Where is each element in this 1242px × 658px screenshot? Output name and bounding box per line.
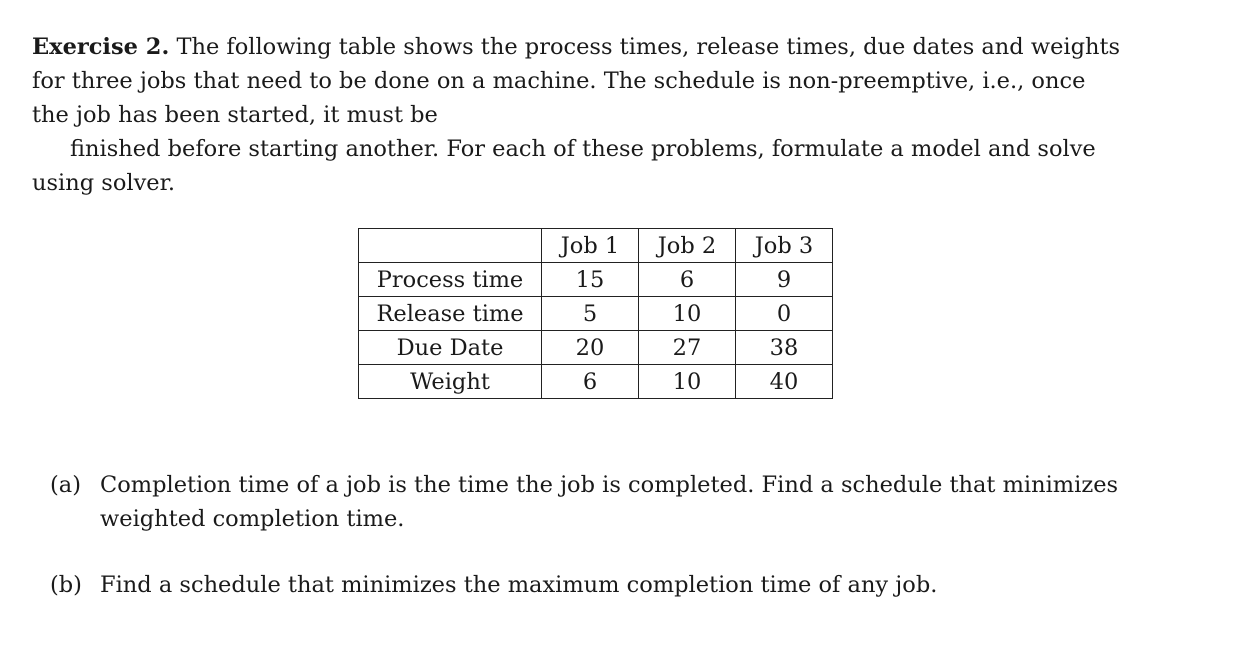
exercise-line-1 xyxy=(32,30,1212,64)
row-label-process-time: Process time xyxy=(359,263,542,297)
exercise-line-4: finished before starting another. For each of these problems, formulate a model and solve xyxy=(70,136,1096,162)
table-cell: 15 xyxy=(542,263,639,297)
table-cell: 0 xyxy=(736,297,833,331)
table-cell: 6 xyxy=(542,365,639,399)
table-cell: 27 xyxy=(639,331,736,365)
exercise-line-3: the job has been started, it must be xyxy=(32,102,438,128)
exercise-line-2: for three jobs that need to be done on a machine. The schedule is non-preemptive, i.e., once xyxy=(32,68,1086,94)
table-cell: 10 xyxy=(639,365,736,399)
part-b-tag: (b) xyxy=(50,572,82,598)
job-table xyxy=(358,228,833,399)
table-row xyxy=(359,331,833,365)
exercise-paragraph xyxy=(32,30,1212,200)
exercise-parts-list xyxy=(50,468,1190,634)
exercise-line-5: using solver. xyxy=(32,170,176,196)
row-label-release-time: Release time xyxy=(359,297,542,331)
row-label-weight: Weight xyxy=(359,365,542,399)
table-header-row xyxy=(359,229,833,263)
part-a-line-2: weighted completion time. xyxy=(100,506,405,532)
part-a-tag: (a) xyxy=(50,472,81,498)
list-item xyxy=(50,568,1190,602)
row-label-due-date: Due Date xyxy=(359,331,542,365)
part-b-text xyxy=(100,568,1190,602)
part-a-text xyxy=(100,468,1190,536)
list-item xyxy=(50,468,1190,536)
exercise-text xyxy=(32,30,1212,200)
table-corner-cell xyxy=(359,229,542,263)
table-cell: 10 xyxy=(639,297,736,331)
table-cell: 6 xyxy=(639,263,736,297)
table-cell: 38 xyxy=(736,331,833,365)
table-cell: 40 xyxy=(736,365,833,399)
table-row xyxy=(359,297,833,331)
column-header-job-3: Job 3 xyxy=(736,229,833,263)
table-cell: 9 xyxy=(736,263,833,297)
job-table-container xyxy=(358,228,833,399)
exercise-line-1-text: The following table shows the process times, release times, due dates and weights xyxy=(176,34,1121,60)
table-cell: 5 xyxy=(542,297,639,331)
column-header-job-2: Job 2 xyxy=(639,229,736,263)
column-header-job-1: Job 1 xyxy=(542,229,639,263)
part-b-line-1: Find a schedule that minimizes the maximum completion time of any job. xyxy=(100,572,938,598)
exercise-label: Exercise 2. xyxy=(32,34,170,60)
table-cell: 20 xyxy=(542,331,639,365)
table-row xyxy=(359,365,833,399)
table-row xyxy=(359,263,833,297)
part-a-line-1: Completion time of a job is the time the job is completed. Find a schedule that minimizes xyxy=(100,472,1119,498)
